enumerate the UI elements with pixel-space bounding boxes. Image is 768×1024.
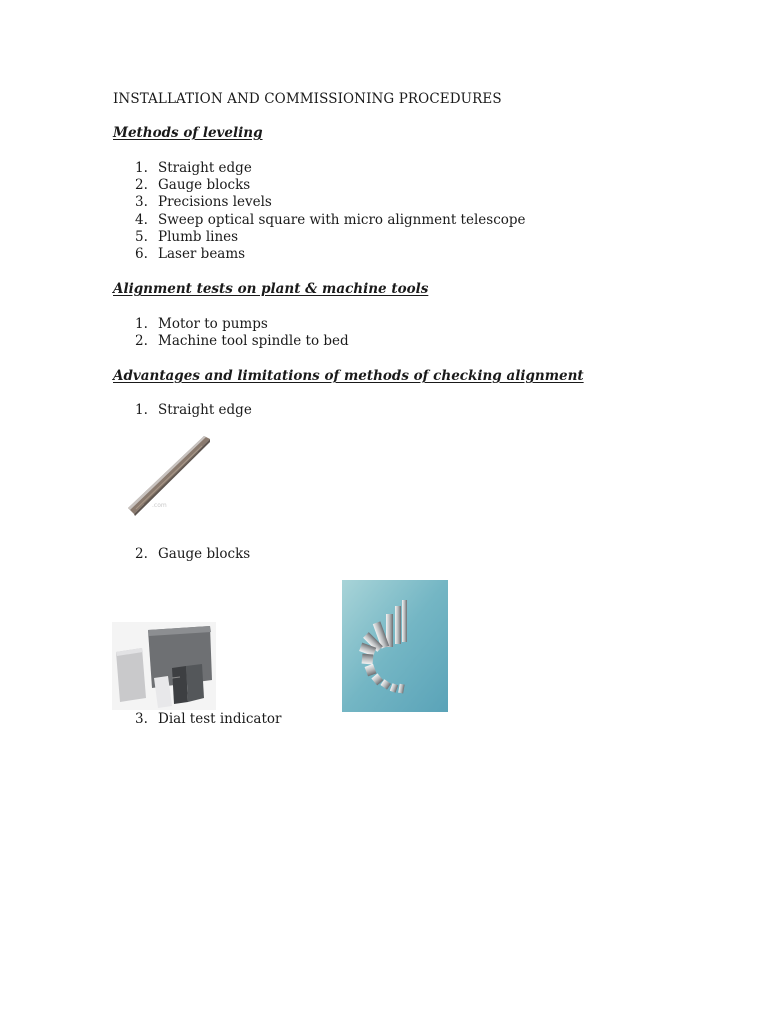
list-item: 1. Straight edge	[135, 160, 252, 176]
section-heading-alignment-tests: Alignment tests on plant & machine tools	[113, 281, 429, 297]
gauge-block-set-image	[112, 622, 216, 710]
list-item: 2. Gauge blocks	[135, 177, 251, 194]
list-item: 2. Machine tool spindle to bed	[135, 333, 349, 350]
section-heading-advantages: Advantages and limitations of methods of checking alignment	[113, 368, 584, 384]
straight-edge-photo	[122, 430, 214, 520]
straight-edge-image	[122, 430, 214, 520]
alignment-tests-list	[135, 316, 349, 350]
advantages-list-2	[135, 546, 250, 563]
gauge-block-arc-image	[342, 580, 448, 712]
gauge-block-set-photo	[112, 622, 216, 710]
list-item: 6. Laser beams	[135, 246, 246, 263]
list-item: 3. Dial test indicator	[135, 711, 282, 727]
list-item: 3. Precisions levels	[135, 194, 272, 211]
advantages-list-3	[135, 711, 281, 728]
list-item: 1. Motor to pumps	[135, 316, 268, 332]
page-title: INSTALLATION AND COMMISSIONING PROCEDURES	[113, 91, 502, 107]
list-item: 2. Gauge blocks	[135, 546, 251, 562]
advantages-list-1	[135, 402, 252, 419]
gauge-block-arc-photo	[342, 580, 448, 712]
list-item: 4. Sweep optical square with micro alignment telescope	[135, 211, 526, 228]
section-heading-leveling: Methods of leveling	[113, 125, 263, 141]
list-item: 5. Plumb lines	[135, 228, 239, 245]
list-item: 1. Straight edge	[135, 402, 252, 418]
svg-text:.com: .com	[152, 502, 167, 509]
leveling-methods-list	[135, 160, 526, 263]
